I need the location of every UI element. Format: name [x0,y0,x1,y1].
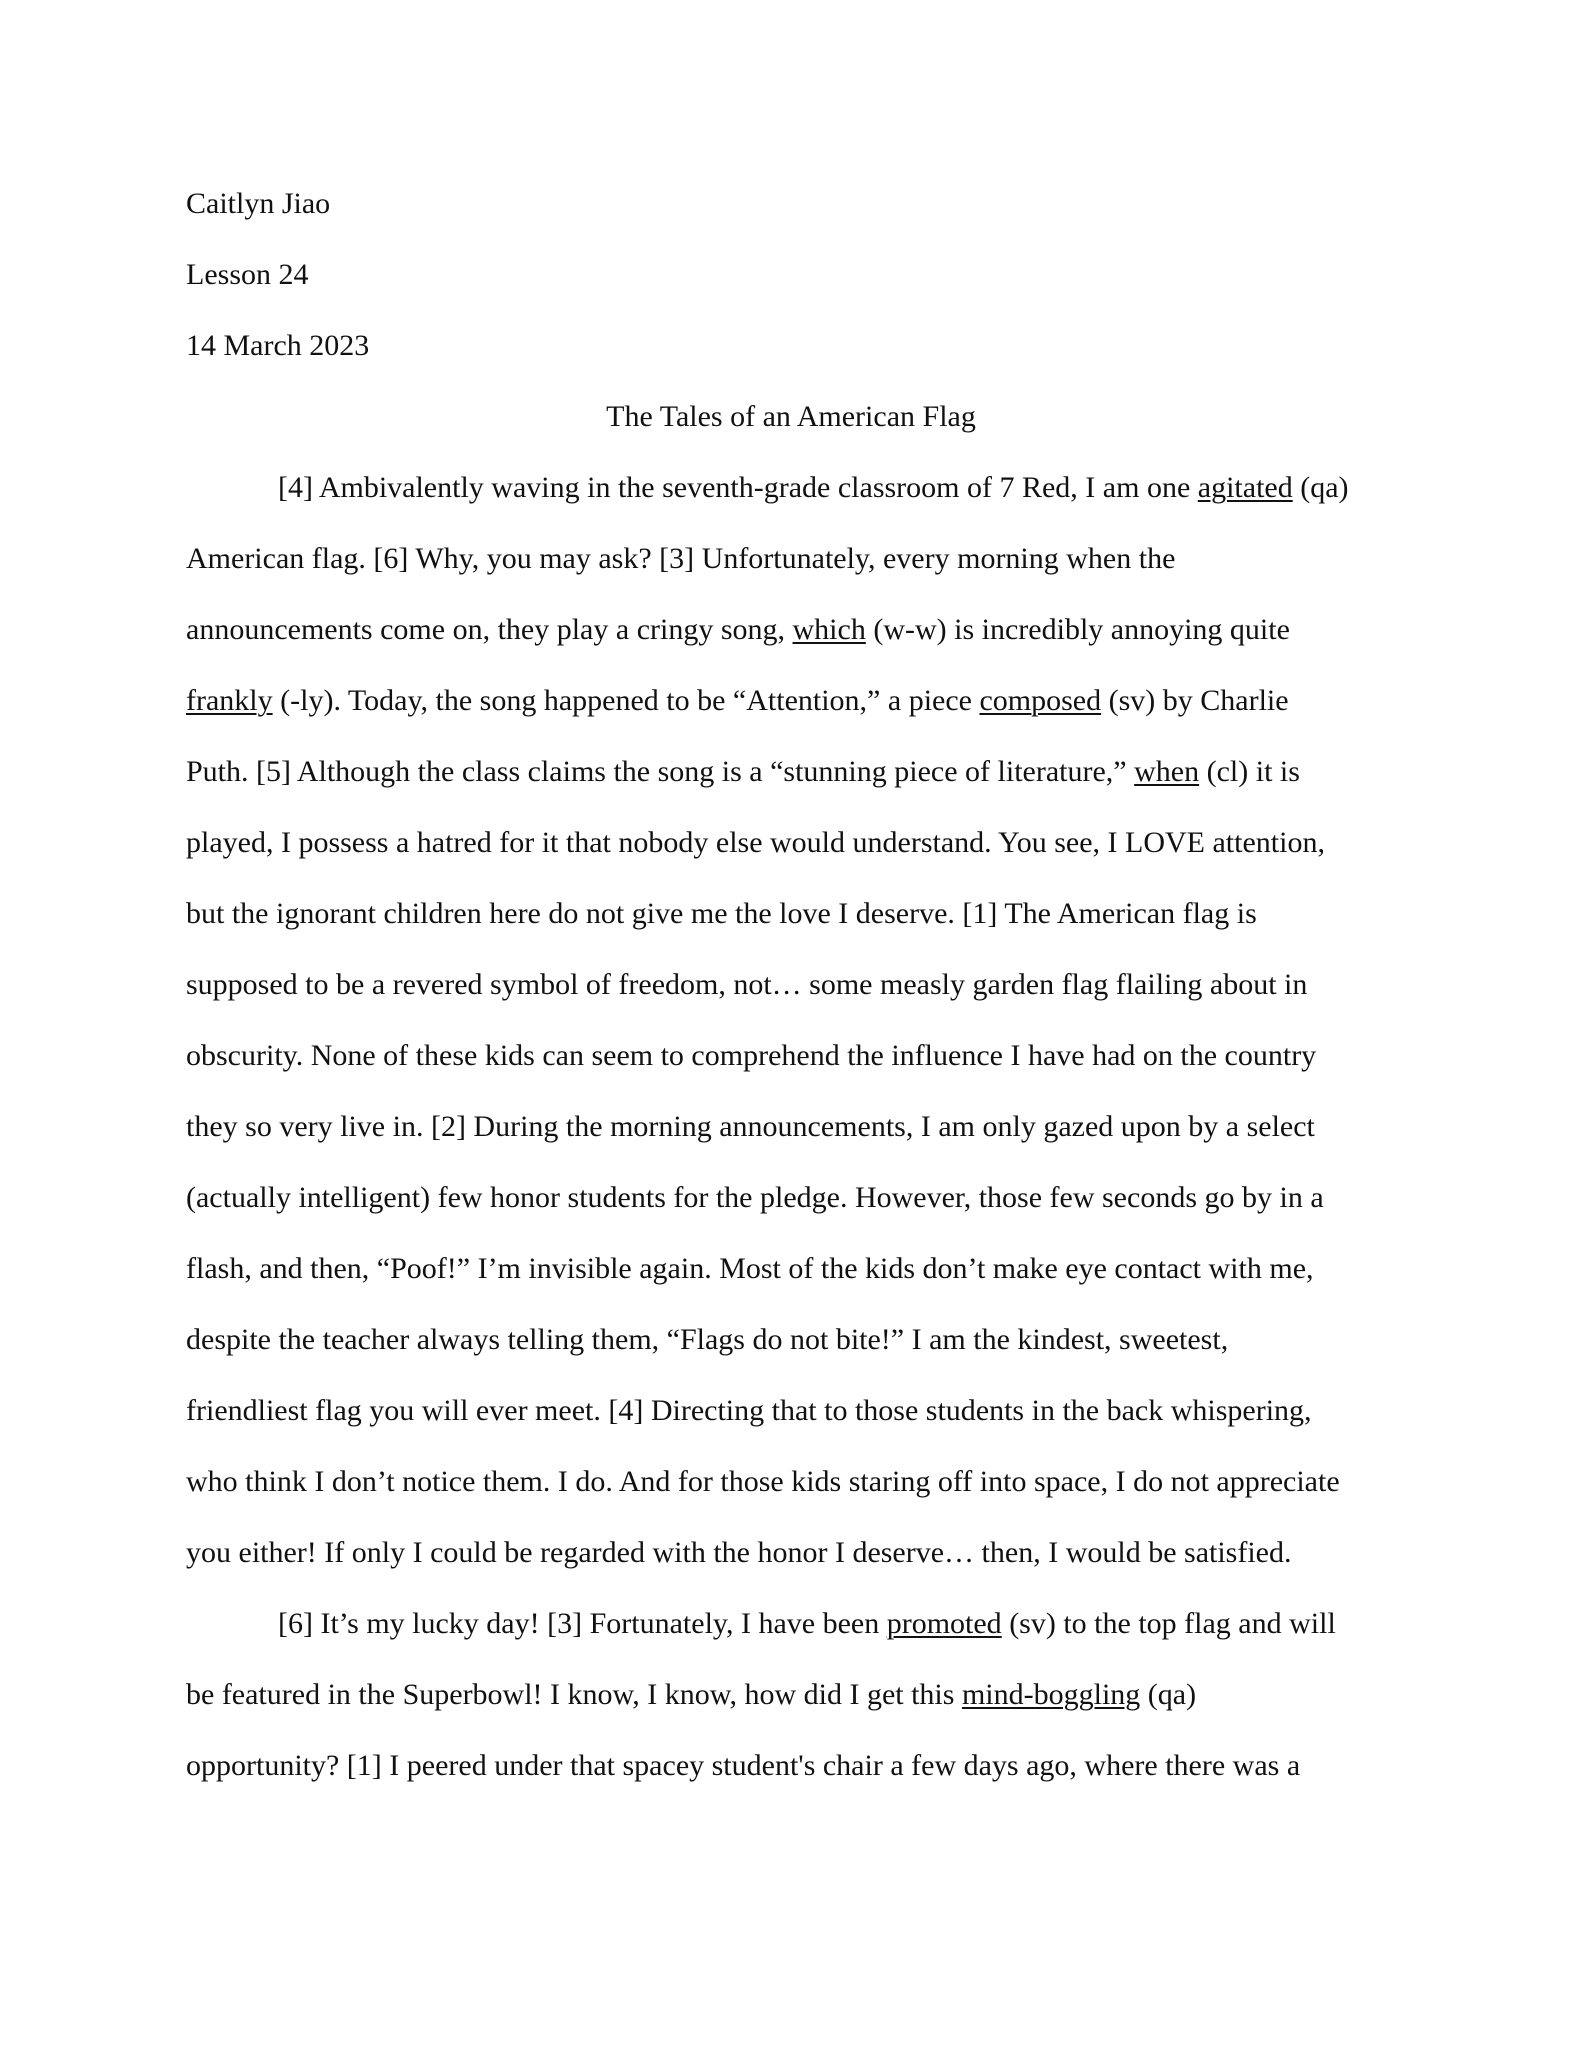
lesson-label: Lesson 24 [186,258,309,291]
underlined-word: agitated [1197,471,1293,504]
body-line [186,752,1386,792]
text-run: supposed to be a revered symbol of freedom, not… some measly garden flag flailing about in [186,968,1308,1001]
text-run: you either! If only I could be regarded with the honor I deserve… then, I would be satisfied. [186,1536,1292,1569]
underlined-word: composed [979,684,1102,717]
body-line [186,468,1478,508]
body-line [186,610,1386,650]
body-line [186,1604,1478,1644]
text-run: (cl) it is [1199,755,1300,788]
underlined-word: frankly [186,684,273,717]
body-line [186,965,1386,1005]
body-line [186,1391,1386,1431]
body-line [186,1249,1386,1289]
text-run: (actually intelligent) few honor students for the pledge. However, those few seconds go by in a [186,1181,1324,1214]
text-run: announcements come on, they play a cringy song, [186,613,793,646]
text-run: obscurity. None of these kids can seem to comprehend the influence I have had on the country [186,1039,1317,1072]
underlined-word: which [792,613,866,646]
date-label: 14 March 2023 [186,329,370,362]
underlined-word: promoted [886,1607,1002,1640]
text-run: flash, and then, “Poof!” I’m invisible again. Most of the kids don’t make eye contact with me, [186,1252,1314,1285]
author-name: Caitlyn Jiao [186,187,331,220]
text-run: American flag. [6] Why, you may ask? [3] Unfortunately, every morning when the [186,542,1176,575]
body-line [186,681,1386,721]
body-line [186,1036,1386,1076]
essay-title: The Tales of an American Flag [606,400,976,433]
body-line [186,1178,1386,1218]
underlined-word: mind-boggling [961,1678,1141,1711]
text-run: [4] Ambivalently waving in the seventh-grade classroom of 7 Red, I am one [278,471,1198,504]
text-run: despite the teacher always telling them, “Flags do not bite!” I am the kindest, sweetest, [186,1323,1229,1356]
body-line [186,539,1386,579]
text-run: [6] It’s my lucky day! [3] Fortunately, I have been [278,1607,887,1640]
text-run: (w-w) is incredibly annoying quite [865,613,1290,646]
text-run: (sv) by Charlie [1101,684,1289,717]
text-run: (qa) [1292,471,1349,504]
text-run: friendliest flag you will ever meet. [4] Directing that to those students in the back whispering, [186,1394,1312,1427]
text-run: Puth. [5] Although the class claims the song is a “stunning piece of literature,” [186,755,1135,788]
body-line [186,1320,1386,1360]
body-line [186,1746,1386,1786]
body-line [186,1462,1386,1502]
underlined-word: when [1134,755,1200,788]
text-run: (sv) to the top flag and will [1001,1607,1336,1640]
text-run: (-ly). Today, the song happened to be “Attention,” a piece [272,684,980,717]
text-run: who think I don’t notice them. I do. And for those kids staring off into space, I do not appreciate [186,1465,1340,1498]
text-run: (qa) [1140,1678,1197,1711]
text-run: be featured in the Superbowl! I know, I know, how did I get this [186,1678,962,1711]
text-run: they so very live in. [2] During the morning announcements, I am only gazed upon by a select [186,1110,1315,1143]
text-run: but the ignorant children here do not give me the love I deserve. [1] The American flag is [186,897,1257,930]
text-run: played, I possess a hatred for it that nobody else would understand. You see, I LOVE attention, [186,826,1325,859]
text-run: opportunity? [1] I peered under that spacey student's chair a few days ago, where there was a [186,1749,1301,1782]
body-line [186,894,1386,934]
body-line [186,823,1386,863]
body-line [186,1533,1386,1573]
body-line [186,1107,1386,1147]
body-line [186,1675,1386,1715]
